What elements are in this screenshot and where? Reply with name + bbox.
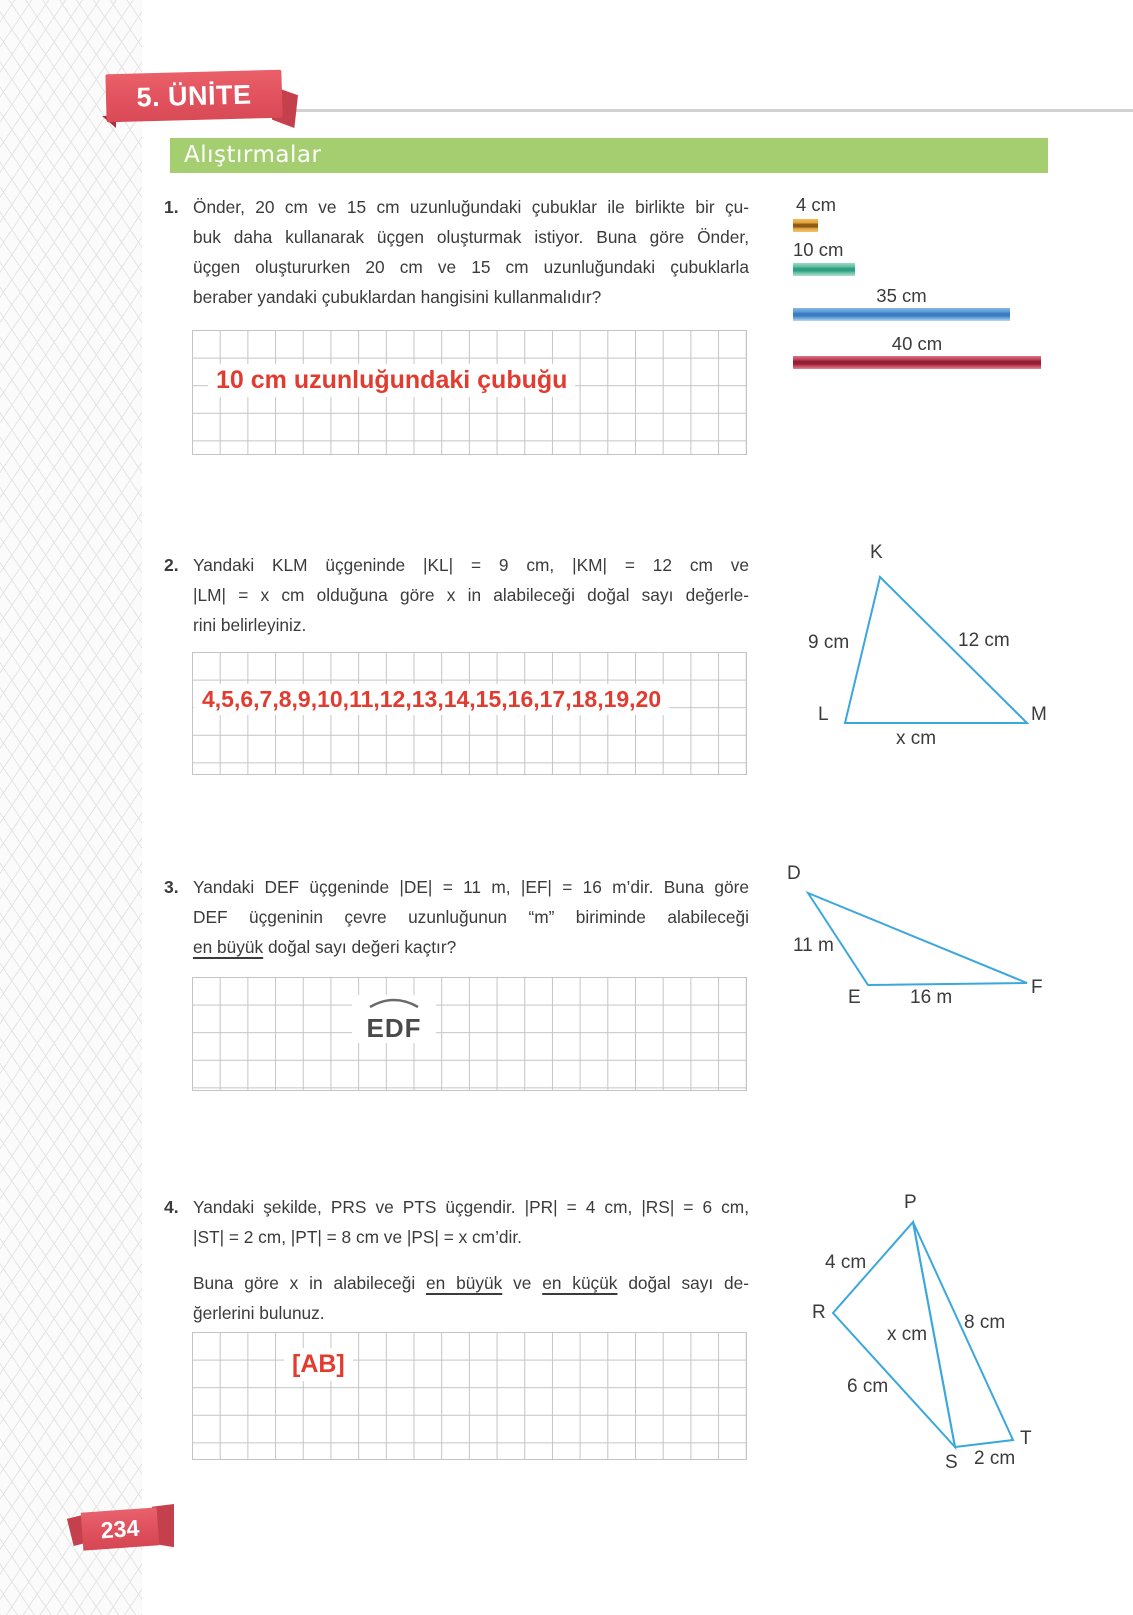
problem4-line [193,1268,749,1298]
problem1-number: 1. [164,197,179,217]
vertex-s: S [945,1452,958,1473]
problem1-line: üçgen oluştururken 20 cm ve 15 cm uzunluğundaki çubuklarla [193,257,749,277]
vertex-d: D [787,863,801,884]
problem2-number: 2. [164,555,179,575]
problem2-line: |LM| = x cm olduğuna göre x in alabileceği doğal sayı değerle- [193,585,749,605]
vertex-t: T [1020,1428,1032,1449]
unit-label: 5. ÜNİTE [105,70,282,123]
arc-icon [364,995,424,1008]
problem4-line: Yandaki şekilde, PRS ve PTS üçgendir. |PR| = 4 cm, |RS| = 6 cm, [193,1197,749,1217]
underlined-phrase: en büyük [193,937,264,957]
header-divider [292,109,1133,112]
answer-grid-2 [192,652,747,775]
vertex-f: F [1031,977,1043,998]
side-de-label: 11 m [793,935,834,956]
problem4-text [193,1192,749,1252]
page-number-ribbon [68,1500,183,1562]
rod-bar-40cm [793,356,1041,369]
unit-ribbon [100,68,315,130]
section-title-bar [170,138,1048,173]
answer-1: 10 cm uzunluğundaki çubuğu [208,364,575,397]
rod-bar-10cm [793,263,855,276]
vertex-r: R [812,1302,826,1323]
problem1-line: buk daha kullanarak üçgen oluşturmak istiyor. Buna göre Önder, [193,227,749,247]
rod-label-10cm: 10 cm [793,239,844,260]
side-lm-label: x cm [896,728,937,749]
problem3-line: DEF üçgeninin çevre uzunluğunun “m” biriminde alabileceği [193,907,749,927]
problem3-line-rest: doğal sayı değeri kaçtır? [263,937,457,957]
figure-prst [775,1165,1045,1477]
rod-bar-4cm [793,219,818,232]
problem3-line [193,932,749,962]
answer-3-text: EDF [366,1013,422,1043]
problem4-line: ğerlerini bulunuz. [193,1303,325,1323]
section-title: Alıştırmalar [184,142,322,168]
problem1-line: beraber yandaki çubuklardan hangisini kullanmalıdır? [193,287,602,307]
vertex-l: L [818,704,829,725]
rod-label-40cm: 40 cm [891,333,943,354]
underlined-phrase: en küçük [542,1273,618,1293]
problem4-line: |ST| = 2 cm, |PT| = 8 cm ve |PS| = x cm’dir. [193,1227,522,1247]
problem2-line: rini belirleyiniz. [193,615,307,635]
vertex-e: E [848,987,861,1008]
problem4-segment: doğal sayı de- [617,1273,749,1293]
problem3-number: 3. [164,877,179,897]
side-km-label: 12 cm [958,630,1010,651]
answer-grid-3 [192,977,747,1091]
problem3-line: Yandaki DEF üçgeninde |DE| = 11 m, |EF| = 16 m’dir. Buna göre [193,877,749,897]
problem1-line: Önder, 20 cm ve 15 cm uzunluğundaki çubuklar ile birlikte bir çu- [193,197,749,217]
rod-bar-35cm [793,308,1010,321]
triangle-def-figure [755,850,1050,1015]
side-rs-label: 6 cm [847,1376,889,1397]
side-pt-label: 8 cm [964,1312,1006,1333]
rod-label-35cm: 35 cm [876,285,927,306]
problem4-segment: Buna göre x in alabileceği [193,1273,427,1293]
vertex-p: P [904,1192,917,1213]
problem2-text [193,550,749,640]
problem4-text-2 [193,1268,749,1328]
problem2-line: Yandaki KLM üçgeninde |KL| = 9 cm, |KM| = 12 cm ve [193,555,749,575]
side-kl-label: 9 cm [808,632,850,653]
rod-label-4cm: 4 cm [796,194,837,215]
answer-4: [AB] [284,1348,353,1381]
problem4-segment: ve [502,1273,543,1293]
problem1-text [193,192,749,312]
page-number: 234 [81,1507,159,1550]
underlined-phrase: en büyük [426,1273,503,1293]
vertex-m: M [1031,704,1047,725]
triangle-klm-figure [780,535,1045,750]
side-ef-label: 16 m [910,987,953,1008]
answer-grid-1 [192,330,747,455]
answer-grid-4 [192,1332,747,1460]
side-ps-label: x cm [887,1324,928,1345]
side-pr-label: 4 cm [825,1252,867,1273]
vertex-k: K [870,542,883,563]
side-st-label: 2 cm [974,1448,1016,1469]
problem4-number: 4. [164,1197,179,1217]
problem3-text [193,872,749,962]
answer-3 [352,995,436,1043]
crosshatch-pattern [0,0,142,1615]
answer-2: 4,5,6,7,8,9,10,11,12,13,14,15,16,17,18,19,20 [194,684,669,715]
